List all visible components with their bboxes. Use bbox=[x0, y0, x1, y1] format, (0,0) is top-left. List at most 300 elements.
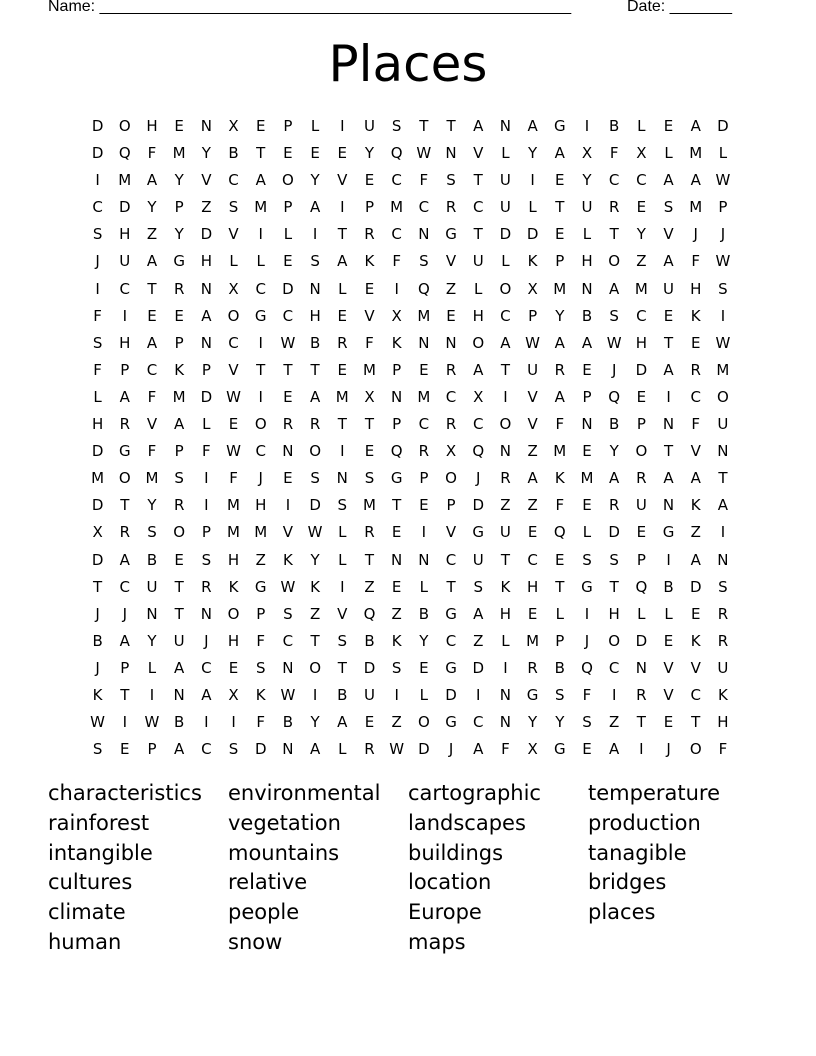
grid-letter: P bbox=[174, 333, 184, 352]
grid-letter: F bbox=[147, 442, 157, 461]
grid-letter: S bbox=[582, 550, 592, 569]
grid-letter: U bbox=[499, 198, 511, 217]
grid-letter: L bbox=[338, 740, 347, 759]
grid-letter: I bbox=[720, 306, 726, 325]
grid-letter: F bbox=[147, 144, 157, 163]
grid-letter: H bbox=[717, 713, 729, 732]
grid-letter: B bbox=[309, 333, 321, 352]
grid-letter: D bbox=[309, 496, 321, 515]
grid-letter: A bbox=[690, 117, 701, 135]
grid-letter: W bbox=[226, 442, 241, 461]
word-list-item: tanagible bbox=[588, 840, 687, 865]
grid-letter: S bbox=[92, 333, 103, 352]
grid-letter: T bbox=[120, 496, 130, 515]
grid-letter: S bbox=[283, 604, 293, 623]
grid-letter: V bbox=[445, 523, 457, 542]
grid-letter: L bbox=[474, 279, 483, 298]
name-field: Name: _____________________________________________________ bbox=[48, 0, 572, 15]
grid-letter: I bbox=[204, 496, 209, 515]
grid-letter: A bbox=[690, 550, 701, 569]
grid-letter: H bbox=[119, 333, 131, 352]
page-title: Places bbox=[328, 35, 488, 93]
grid-letter: T bbox=[364, 550, 375, 569]
grid-letter: Y bbox=[310, 713, 320, 732]
grid-letter: U bbox=[527, 360, 539, 379]
grid-letter: K bbox=[92, 685, 103, 704]
grid-letter: P bbox=[174, 198, 184, 217]
grid-letter: G bbox=[472, 523, 485, 542]
grid-letter: Y bbox=[147, 496, 157, 515]
grid-letter: W bbox=[90, 713, 106, 732]
grid-letter: B bbox=[554, 658, 565, 677]
grid-letter: D bbox=[635, 631, 648, 650]
grid-letter: W bbox=[606, 333, 622, 352]
grid-letter: L bbox=[528, 198, 537, 217]
grid-letter: E bbox=[174, 117, 184, 135]
grid-letter: O bbox=[254, 415, 267, 434]
grid-letter: A bbox=[146, 252, 158, 271]
grid-letter: D bbox=[499, 225, 512, 244]
grid-letter: R bbox=[717, 604, 729, 623]
grid-letter: A bbox=[609, 740, 620, 759]
grid-letter: X bbox=[364, 387, 375, 406]
grid-letter: E bbox=[391, 577, 402, 596]
grid-letter: R bbox=[717, 631, 729, 650]
grid-letter: E bbox=[228, 658, 239, 677]
grid-letter: I bbox=[95, 171, 100, 190]
grid-letter: Y bbox=[582, 171, 592, 190]
grid-letter: V bbox=[690, 658, 701, 677]
grid-letter: S bbox=[255, 658, 266, 677]
grid-letter: Z bbox=[609, 713, 620, 732]
grid-letter: B bbox=[228, 144, 239, 163]
header-line bbox=[48, 0, 748, 20]
grid-letter: E bbox=[283, 469, 293, 488]
grid-letter: C bbox=[472, 713, 484, 732]
grid-letter: E bbox=[663, 117, 674, 135]
grid-letter: N bbox=[282, 442, 294, 461]
grid-letter: L bbox=[419, 685, 429, 704]
grid-letter: E bbox=[120, 740, 130, 759]
grid-letter: R bbox=[309, 415, 321, 434]
grid-letter: G bbox=[553, 117, 566, 135]
grid-letter: O bbox=[309, 658, 321, 677]
grid-letter: H bbox=[690, 279, 702, 298]
grid-letter: J bbox=[476, 469, 481, 488]
grid-letter: F bbox=[609, 144, 619, 163]
grid-letter: N bbox=[200, 333, 212, 352]
grid-letter: Y bbox=[174, 225, 184, 244]
grid-letter: X bbox=[527, 279, 538, 298]
grid-letter: D bbox=[472, 496, 484, 515]
grid-letter: I bbox=[258, 225, 263, 244]
grid-letter: A bbox=[174, 658, 185, 677]
grid-letter: D bbox=[91, 496, 104, 515]
grid-letter: A bbox=[473, 740, 484, 759]
grid-letter: X bbox=[228, 279, 239, 298]
grid-letter: L bbox=[501, 631, 510, 650]
word-list-item: environmental bbox=[228, 781, 381, 805]
grid-letter: I bbox=[421, 523, 427, 542]
word-list-item: landscapes bbox=[408, 810, 526, 835]
grid-letter: R bbox=[445, 360, 457, 379]
grid-letter: Q bbox=[608, 387, 621, 406]
grid-letter: E bbox=[663, 713, 674, 732]
grid-letter: U bbox=[472, 550, 484, 569]
grid-letter: T bbox=[337, 658, 347, 677]
grid-letter: S bbox=[473, 577, 483, 596]
word-list-item: human bbox=[48, 929, 122, 954]
grid-letter: C bbox=[201, 658, 212, 677]
grid-letter: M bbox=[689, 198, 703, 217]
grid-letter: U bbox=[499, 171, 511, 190]
grid-letter: C bbox=[636, 171, 647, 190]
grid-letter: R bbox=[364, 225, 375, 244]
grid-letter: B bbox=[418, 604, 429, 623]
grid-letter: D bbox=[91, 117, 104, 135]
grid-letter: D bbox=[200, 387, 213, 406]
grid-letter: E bbox=[582, 740, 592, 759]
grid-letter: E bbox=[582, 360, 592, 379]
grid-letter: V bbox=[282, 523, 294, 542]
grid-letter: O bbox=[499, 415, 512, 434]
grid-letter: J bbox=[258, 469, 263, 488]
grid-letter: L bbox=[229, 252, 238, 271]
grid-letter: B bbox=[92, 631, 103, 650]
grid-letter: V bbox=[527, 415, 538, 434]
grid-letter: R bbox=[418, 442, 430, 461]
grid-letter: T bbox=[337, 225, 347, 244]
grid-letter: H bbox=[499, 604, 512, 623]
grid-letter: N bbox=[717, 550, 729, 569]
grid-letter: S bbox=[391, 658, 402, 677]
grid-letter: M bbox=[716, 360, 730, 379]
grid-letter: E bbox=[228, 415, 239, 434]
grid-letter: L bbox=[718, 144, 728, 163]
grid-letter: T bbox=[310, 631, 320, 650]
grid-letter: F bbox=[555, 415, 565, 434]
grid-letter: F bbox=[202, 442, 211, 461]
grid-letter: E bbox=[419, 496, 429, 515]
grid-letter: A bbox=[119, 387, 130, 406]
grid-letter: U bbox=[635, 496, 647, 515]
grid-letter: Z bbox=[690, 523, 701, 542]
grid-letter: A bbox=[337, 713, 348, 732]
grid-letter: S bbox=[391, 117, 402, 135]
grid-letter: E bbox=[283, 252, 293, 271]
grid-letter: T bbox=[718, 469, 728, 488]
grid-letter: D bbox=[472, 658, 484, 677]
grid-letter: J bbox=[95, 252, 100, 271]
grid-letter: C bbox=[690, 387, 701, 406]
grid-letter: W bbox=[525, 333, 541, 352]
grid-letter: S bbox=[364, 469, 375, 488]
grid-letter: G bbox=[445, 713, 457, 732]
grid-letter: S bbox=[92, 225, 103, 244]
grid-letter: V bbox=[445, 252, 457, 271]
grid-letter: L bbox=[338, 550, 347, 569]
grid-letter: M bbox=[227, 496, 240, 515]
grid-letter: N bbox=[662, 415, 675, 434]
grid-letter: B bbox=[663, 577, 674, 596]
grid-letter: E bbox=[555, 550, 565, 569]
grid-letter: J bbox=[95, 604, 100, 623]
grid-letter: M bbox=[417, 387, 431, 406]
grid-letter: K bbox=[255, 685, 266, 704]
grid-letter: U bbox=[717, 658, 729, 677]
grid-letter: F bbox=[365, 333, 374, 352]
grid-letter: W bbox=[715, 252, 731, 271]
grid-letter: I bbox=[584, 117, 590, 135]
grid-letter: Q bbox=[581, 658, 593, 677]
grid-letter: A bbox=[473, 117, 484, 135]
grid-letter: E bbox=[364, 713, 375, 732]
grid-letter: K bbox=[174, 360, 185, 379]
grid-letter: T bbox=[93, 577, 103, 596]
grid-letter: A bbox=[174, 415, 185, 434]
grid-letter: B bbox=[581, 306, 593, 325]
grid-letter: C bbox=[636, 306, 647, 325]
grid-letter: L bbox=[147, 658, 157, 677]
grid-letter: I bbox=[204, 469, 209, 488]
grid-letter: E bbox=[174, 550, 184, 569]
grid-letter: Z bbox=[445, 279, 457, 298]
grid-letter: I bbox=[720, 523, 726, 542]
grid-letter: P bbox=[636, 415, 646, 434]
grid-letter: I bbox=[122, 713, 127, 732]
word-list-item: temperature bbox=[588, 781, 720, 805]
grid-letter: S bbox=[310, 469, 320, 488]
grid-letter: Q bbox=[363, 604, 376, 623]
grid-letter: M bbox=[417, 306, 431, 325]
grid-letter: Q bbox=[472, 442, 485, 461]
word-list-item: Europe bbox=[408, 900, 482, 925]
grid-letter: A bbox=[690, 469, 701, 488]
grid-letter: S bbox=[337, 631, 348, 650]
grid-letter: S bbox=[582, 713, 592, 732]
grid-letter: R bbox=[445, 415, 457, 434]
word-list-item: intangible bbox=[48, 840, 153, 865]
grid-letter: L bbox=[338, 523, 347, 542]
word-list bbox=[48, 779, 768, 958]
grid-letter: C bbox=[119, 577, 131, 596]
grid-letter: T bbox=[555, 577, 565, 596]
letter-grid bbox=[84, 113, 737, 763]
grid-letter: A bbox=[554, 333, 565, 352]
grid-letter: Y bbox=[174, 171, 184, 190]
grid-letter: O bbox=[309, 442, 321, 461]
grid-letter: I bbox=[231, 713, 236, 732]
grid-letter: R bbox=[282, 415, 294, 434]
grid-letter: N bbox=[418, 333, 430, 352]
grid-letter: F bbox=[93, 306, 102, 325]
grid-letter: D bbox=[526, 225, 539, 244]
grid-letter: O bbox=[282, 171, 294, 190]
grid-letter: N bbox=[499, 685, 512, 704]
grid-letter: T bbox=[609, 577, 619, 596]
grid-letter: A bbox=[473, 360, 484, 379]
grid-letter: C bbox=[608, 658, 620, 677]
grid-letter: I bbox=[312, 685, 318, 704]
grid-letter: O bbox=[417, 713, 430, 732]
grid-letter: R bbox=[201, 577, 212, 596]
grid-letter: O bbox=[499, 279, 512, 298]
word-list-item: characteristics bbox=[48, 781, 202, 805]
grid-letter: Y bbox=[364, 144, 375, 163]
grid-letter: A bbox=[146, 333, 158, 352]
grid-letter: A bbox=[527, 469, 538, 488]
grid-letter: C bbox=[445, 631, 457, 650]
grid-letter: W bbox=[307, 523, 323, 542]
grid-letter: G bbox=[445, 604, 457, 623]
grid-letter: A bbox=[554, 387, 565, 406]
grid-letter: P bbox=[392, 360, 402, 379]
grid-letter: N bbox=[635, 658, 647, 677]
grid-letter: T bbox=[283, 360, 293, 379]
grid-letter: A bbox=[581, 333, 593, 352]
grid-letter: P bbox=[174, 442, 184, 461]
grid-letter: D bbox=[363, 658, 376, 677]
grid-letter: L bbox=[637, 117, 646, 135]
grid-letter: O bbox=[173, 523, 186, 542]
grid-letter: D bbox=[635, 360, 648, 379]
grid-letter: B bbox=[174, 713, 185, 732]
grid-letter: T bbox=[663, 442, 674, 461]
grid-letter: O bbox=[717, 387, 729, 406]
grid-letter: Y bbox=[147, 631, 157, 650]
grid-letter: E bbox=[364, 279, 375, 298]
grid-letter: O bbox=[635, 442, 648, 461]
grid-letter: E bbox=[391, 523, 402, 542]
grid-letter: A bbox=[255, 171, 266, 190]
grid-letter: H bbox=[635, 333, 647, 352]
grid-letter: W bbox=[715, 333, 731, 352]
grid-letter: T bbox=[310, 360, 320, 379]
grid-letter: D bbox=[91, 144, 104, 163]
grid-letter: O bbox=[227, 604, 240, 623]
grid-letter: P bbox=[120, 360, 130, 379]
grid-letter: L bbox=[637, 604, 646, 623]
grid-letter: K bbox=[364, 252, 375, 271]
grid-letter: I bbox=[394, 685, 399, 704]
grid-letter: A bbox=[663, 469, 674, 488]
grid-letter: D bbox=[254, 740, 267, 759]
grid-letter: K bbox=[717, 685, 728, 704]
grid-letter: R bbox=[554, 360, 565, 379]
grid-letter: E bbox=[446, 306, 456, 325]
grid-letter: T bbox=[337, 415, 347, 434]
grid-letter: Z bbox=[391, 604, 402, 623]
grid-letter: G bbox=[254, 306, 267, 325]
grid-letter: N bbox=[173, 685, 185, 704]
grid-letter: J bbox=[720, 225, 726, 244]
word-list-item: cultures bbox=[48, 870, 133, 895]
grid-letter: N bbox=[499, 442, 512, 461]
grid-letter: C bbox=[255, 279, 266, 298]
grid-letter: J bbox=[448, 740, 454, 759]
grid-letter: G bbox=[390, 469, 403, 488]
grid-letter: S bbox=[228, 740, 239, 759]
grid-letter: D bbox=[119, 198, 131, 217]
grid-letter: V bbox=[663, 685, 674, 704]
grid-letter: Y bbox=[528, 713, 538, 732]
grid-letter: I bbox=[285, 496, 291, 515]
grid-letter: I bbox=[584, 604, 590, 623]
grid-letter: M bbox=[145, 469, 159, 488]
grid-letter: A bbox=[119, 631, 130, 650]
grid-letter: C bbox=[608, 171, 620, 190]
grid-letter: Q bbox=[417, 279, 430, 298]
grid-letter: P bbox=[446, 496, 456, 515]
grid-letter: A bbox=[337, 252, 348, 271]
grid-letter: M bbox=[526, 631, 540, 650]
grid-letter: I bbox=[666, 387, 671, 406]
grid-letter: N bbox=[391, 387, 403, 406]
grid-letter: V bbox=[228, 360, 239, 379]
grid-letter: N bbox=[445, 144, 457, 163]
grid-letter: A bbox=[201, 685, 212, 704]
grid-letter: N bbox=[200, 604, 212, 623]
grid-letter: A bbox=[717, 496, 729, 515]
grid-letter: F bbox=[147, 387, 157, 406]
grid-letter: N bbox=[146, 604, 158, 623]
grid-letter: X bbox=[636, 144, 647, 163]
grid-letter: N bbox=[662, 496, 675, 515]
grid-letter: N bbox=[391, 550, 403, 569]
grid-letter: E bbox=[555, 225, 565, 244]
grid-letter: I bbox=[340, 117, 345, 135]
grid-letter: P bbox=[364, 198, 374, 217]
grid-letter: H bbox=[119, 225, 131, 244]
grid-letter: Y bbox=[528, 144, 538, 163]
grid-letter: Z bbox=[309, 604, 321, 623]
grid-letter: Z bbox=[527, 496, 538, 515]
grid-letter: F bbox=[93, 360, 102, 379]
grid-letter: W bbox=[280, 333, 296, 352]
grid-letter: I bbox=[666, 550, 671, 569]
grid-letter: G bbox=[553, 740, 566, 759]
grid-letter: N bbox=[499, 117, 512, 135]
grid-letter: R bbox=[364, 740, 375, 759]
grid-letter: N bbox=[418, 225, 430, 244]
grid-letter: M bbox=[390, 198, 404, 217]
grid-letter: S bbox=[174, 469, 184, 488]
grid-letter: Z bbox=[146, 225, 158, 244]
word-list-item: vegetation bbox=[228, 810, 341, 835]
grid-letter: R bbox=[119, 415, 130, 434]
grid-letter: A bbox=[663, 171, 674, 190]
grid-letter: S bbox=[555, 685, 565, 704]
grid-letter: X bbox=[527, 740, 538, 759]
grid-letter: U bbox=[173, 631, 185, 650]
grid-letter: G bbox=[581, 577, 593, 596]
grid-letter: J bbox=[666, 740, 671, 759]
grid-letter: E bbox=[364, 171, 375, 190]
grid-letter: J bbox=[611, 360, 617, 379]
grid-letter: I bbox=[204, 713, 209, 732]
grid-letter: S bbox=[663, 198, 674, 217]
word-list-item: climate bbox=[48, 900, 126, 925]
grid-letter: U bbox=[146, 577, 158, 596]
grid-letter: A bbox=[663, 360, 674, 379]
grid-letter: R bbox=[445, 198, 457, 217]
grid-letter: E bbox=[690, 333, 701, 352]
grid-letter: Y bbox=[310, 550, 320, 569]
grid-letter: X bbox=[445, 442, 457, 461]
grid-letter: A bbox=[309, 740, 321, 759]
grid-letter: T bbox=[691, 713, 701, 732]
grid-letter: S bbox=[446, 171, 456, 190]
